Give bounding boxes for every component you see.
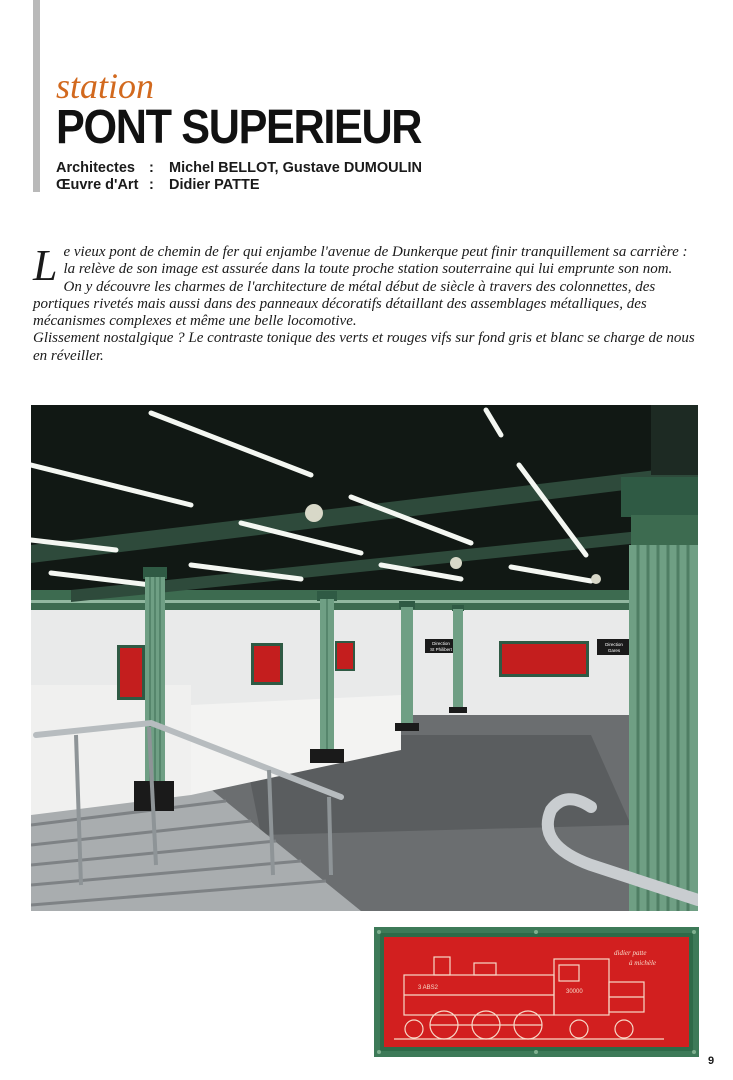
plaque-label: 3 ABS2 bbox=[418, 985, 439, 991]
direction-sign-right bbox=[597, 639, 631, 655]
credit-label: Œuvre d'Art bbox=[56, 177, 139, 193]
green-column-foreground bbox=[621, 405, 698, 911]
credit-separator: : bbox=[149, 160, 154, 176]
direction-sign-left bbox=[425, 639, 457, 653]
credit-value: Didier PATTE bbox=[169, 177, 260, 193]
plaque-signature-line1: didier patte bbox=[614, 949, 647, 957]
credit-artwork bbox=[56, 177, 422, 194]
red-panel bbox=[251, 643, 283, 685]
intro-paragraph-2: On y découvre les charmes de l'architecture de métal début de siècle à travers des colonnettes, des portiques rivetés mais aussi dans des panneaux décoratifs détaillant des assemblages métalliques, des mécanismes complexes et même une belle locomotive. bbox=[33, 278, 656, 330]
credit-separator: : bbox=[149, 177, 154, 193]
drop-cap: L bbox=[33, 241, 58, 290]
credit-architects bbox=[56, 160, 422, 177]
intro-paragraph-3: Glissement nostalgique ? Le contraste tonique des verts et rouges vifs sur fond gris et blanc se charge de nous en réveiller. bbox=[33, 330, 695, 364]
credit-value: Michel BELLOT, Gustave DUMOULIN bbox=[169, 160, 422, 176]
credits-block bbox=[56, 160, 422, 194]
intro-paragraph-1 bbox=[33, 241, 699, 290]
station-kicker: station bbox=[56, 66, 155, 106]
sign-left-line1: Direction bbox=[432, 641, 450, 646]
intro-text bbox=[33, 241, 699, 365]
plaque-number: 30000 bbox=[566, 989, 583, 995]
red-panel bbox=[499, 641, 589, 677]
sign-left-line2: St Philibert bbox=[430, 647, 452, 652]
intro-paragraph-1-text: e vieux pont de chemin de fer qui enjambe l'avenue de Dunkerque peut finir tranquillement sa carrière : la relève de son image est assurée dans la toute proche station souterraine qui lui emprunte son nom. bbox=[63, 244, 688, 278]
station-photo bbox=[31, 405, 698, 911]
locomotive-plaque bbox=[374, 927, 699, 1057]
sign-right-line2: Gares bbox=[607, 648, 621, 653]
margin-bar bbox=[33, 0, 40, 192]
page-title: PONT SUPERIEUR bbox=[56, 101, 422, 154]
plaque-signature-line2: à michèle bbox=[629, 959, 657, 967]
red-panel bbox=[335, 641, 355, 671]
credit-label: Architectes bbox=[56, 160, 135, 176]
red-panel bbox=[117, 645, 145, 700]
page-number: 9 bbox=[708, 1055, 715, 1067]
sign-right-line1: Direction bbox=[605, 642, 623, 647]
